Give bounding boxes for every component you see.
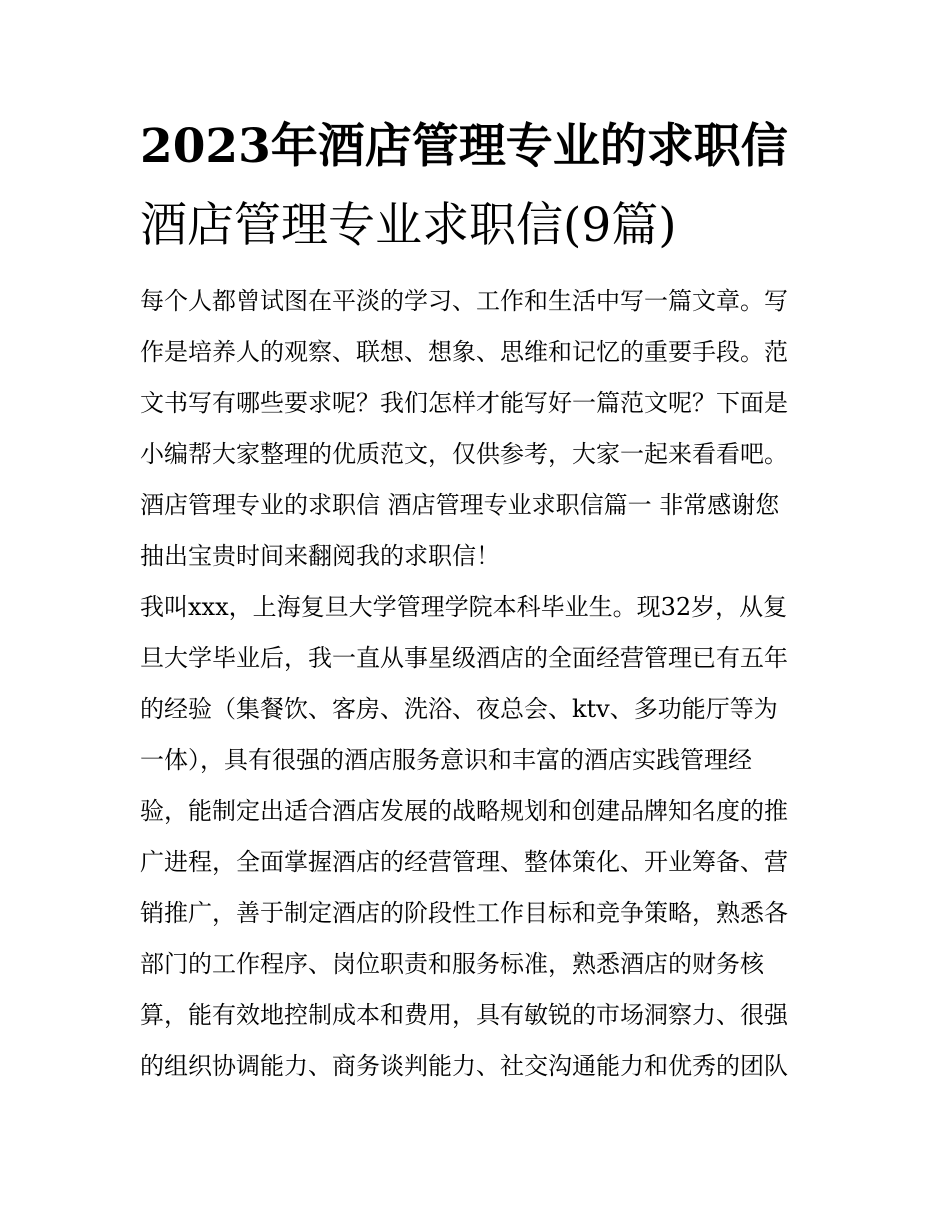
text-line: 一体），具有很强的酒店服务意识和丰富的酒店实践管理经 [140,746,752,774]
text-line: 作是培养人的观察、联想、想象、思维和记忆的重要手段。范 [140,338,788,366]
text-line: 我叫xxx，上海复旦大学管理学院本科毕业生。现32岁，从复 [140,593,788,621]
text-line: 验，能制定出适合酒店发展的战略规划和创建品牌知名度的推 [140,797,788,825]
text-line: 销推广，善于制定酒店的阶段性工作目标和竞争策略，熟悉各 [140,899,788,927]
text-line: 每个人都曾试图在平淡的学习、工作和生活中写一篇文章。写 [140,287,788,315]
text-line: 的经验（集餐饮、客房、洗浴、夜总会、ktv、多功能厅等为 [140,695,778,723]
paragraph-self-introduction [140,582,820,1092]
text-line: 部门的工作程序、岗位职责和服务标准，熟悉酒店的财务核 [140,950,764,978]
paragraph-intro [140,276,820,582]
text-line: 抽出宝贵时间来翻阅我的求职信！ [140,542,500,570]
text-line: 广进程，全面掌握酒店的经营管理、整体策化、开业筹备、营 [140,848,788,876]
text-line: 旦大学毕业后，我一直从事星级酒店的全面经营管理已有五年 [140,644,788,672]
text-line: 算，能有效地控制成本和费用，具有敏锐的市场洞察力、很强 [140,1001,788,1029]
text-line: 文书写有哪些要求呢？我们怎样才能写好一篇范文呢？下面是 [140,389,788,417]
document-title-line-2: 酒店管理专业求职信(9篇) [140,198,677,253]
document-title-line-1: 2023年酒店管理专业的求职信 [140,119,788,174]
text-line: 小编帮大家整理的优质范文，仅供参考，大家一起来看看吧。 [140,440,788,468]
document-body [140,276,820,1092]
text-line: 酒店管理专业的求职信 酒店管理专业求职信篇一 非常感谢您 [140,491,780,519]
text-line: 的组织协调能力、商务谈判能力、社交沟通能力和优秀的团队 [140,1052,788,1080]
